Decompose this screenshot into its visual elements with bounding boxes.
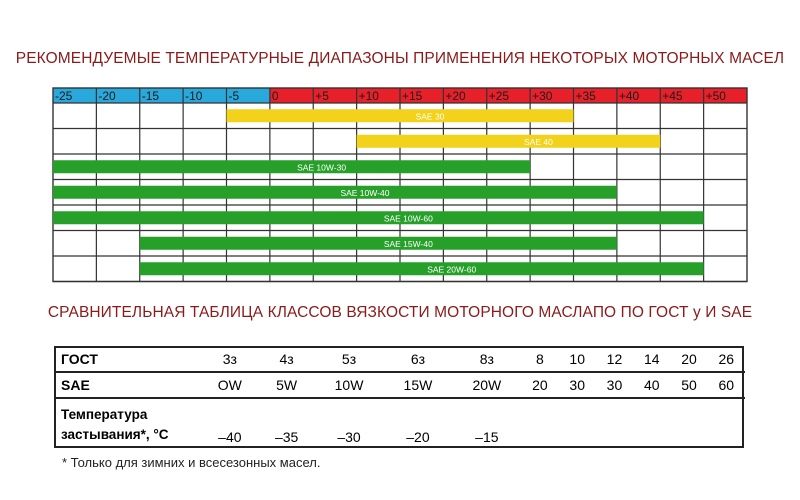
table-title: СРАВНИТЕЛЬНАЯ ТАБЛИЦА КЛАССОВ ВЯЗКОСТИ МОТОРНОГО МАСЛАПО ПО ГОСТ у И SAE bbox=[47, 304, 753, 321]
table-cell bbox=[559, 398, 596, 450]
range-bar bbox=[53, 186, 617, 199]
table-row-gost bbox=[55, 347, 745, 372]
table-row-pour-point bbox=[55, 398, 745, 450]
bar-label: SAE 20W-60 bbox=[427, 264, 477, 275]
table-cell: 10 bbox=[559, 347, 596, 372]
table-cell: 6з bbox=[383, 347, 452, 372]
range-bar bbox=[227, 109, 574, 122]
row-header-sae: SAE bbox=[55, 372, 201, 398]
x-tick-label: -20 bbox=[98, 89, 116, 103]
x-tick-label: +10 bbox=[358, 89, 379, 103]
table-cell: 20W bbox=[452, 372, 521, 398]
range-bar bbox=[140, 262, 704, 275]
table-cell bbox=[670, 398, 707, 450]
table-cell: 10W bbox=[315, 372, 384, 398]
table-cell: 30 bbox=[559, 372, 596, 398]
table-cell bbox=[521, 398, 558, 450]
table-cell: 8 bbox=[521, 347, 558, 372]
range-bar bbox=[140, 237, 617, 250]
bar-label: SAE 10W-30 bbox=[297, 162, 347, 173]
x-tick-label: -15 bbox=[141, 89, 160, 103]
table-cell: 5W bbox=[259, 372, 315, 398]
x-tick-label: +30 bbox=[532, 89, 553, 103]
table-cell: 30 bbox=[596, 372, 633, 398]
table-cell: 15W bbox=[383, 372, 452, 398]
table-cell: 50 bbox=[670, 372, 707, 398]
table-cell: 5з bbox=[315, 347, 384, 372]
x-tick-label: 0 bbox=[271, 89, 279, 103]
table-cell: 60 bbox=[708, 372, 745, 398]
table-cell: 26 bbox=[708, 347, 745, 372]
table-cell: 14 bbox=[633, 347, 670, 372]
table-cell: –40 bbox=[218, 429, 242, 445]
x-tick-label: +50 bbox=[705, 89, 726, 103]
table-cell bbox=[633, 398, 670, 450]
viscosity-class-table bbox=[55, 347, 745, 450]
x-tick-label: +35 bbox=[575, 89, 596, 103]
x-tick-label: +15 bbox=[402, 89, 423, 103]
range-bar bbox=[53, 160, 530, 173]
x-tick-label: +5 bbox=[315, 89, 329, 103]
table-cell: 12 bbox=[596, 347, 633, 372]
chart-title: РЕКОМЕНДУЕМЫЕ ТЕМПЕРАТУРНЫЕ ДИАПАЗОНЫ ПРИМЕНЕНИЯ НЕКОТОРЫХ МОТОРНЫХ МАСЕЛ bbox=[15, 50, 785, 67]
x-tick-label: +20 bbox=[445, 89, 466, 103]
table-cell: 20 bbox=[670, 347, 707, 372]
table-cell: OW bbox=[201, 372, 259, 398]
table-cell: –35 bbox=[274, 429, 299, 445]
row-header-line1: Температура bbox=[61, 407, 148, 422]
table-cell bbox=[708, 398, 745, 450]
table-cell: 4з bbox=[259, 347, 315, 372]
x-tick-label: -25 bbox=[55, 89, 73, 103]
x-tick-label: +45 bbox=[662, 89, 683, 103]
x-tick-label: +40 bbox=[618, 89, 640, 103]
table-cell bbox=[596, 398, 633, 450]
table-row-sae bbox=[55, 372, 745, 398]
bar-label: SAE 10W-40 bbox=[340, 187, 390, 198]
bar-label: SAE 30 bbox=[415, 111, 445, 122]
bar-label: SAE 15W-40 bbox=[383, 238, 433, 249]
x-tick-label: -10 bbox=[185, 89, 203, 103]
table-cell: 3з bbox=[201, 347, 259, 372]
bar-label: SAE 10W-60 bbox=[383, 213, 433, 224]
table-cell: –20 bbox=[406, 429, 430, 445]
table-cell: –15 bbox=[475, 429, 499, 445]
footnote: * Только для зимних и всесезонных масел. bbox=[62, 455, 321, 470]
table-cell: –30 bbox=[337, 429, 361, 445]
row-header-gost: ГОСТ bbox=[55, 347, 201, 372]
table-cell: 8з bbox=[452, 347, 521, 372]
table-cell: 40 bbox=[633, 372, 670, 398]
range-bar bbox=[53, 211, 704, 224]
table-cell: 20 bbox=[521, 372, 558, 398]
row-header-line2: застывания*, °С bbox=[61, 427, 169, 442]
row-header-pour-point bbox=[55, 398, 201, 450]
range-bar bbox=[357, 135, 661, 148]
bar-label: SAE 40 bbox=[524, 136, 553, 147]
x-tick-label: -5 bbox=[228, 89, 240, 103]
x-tick-label: +25 bbox=[488, 89, 510, 103]
